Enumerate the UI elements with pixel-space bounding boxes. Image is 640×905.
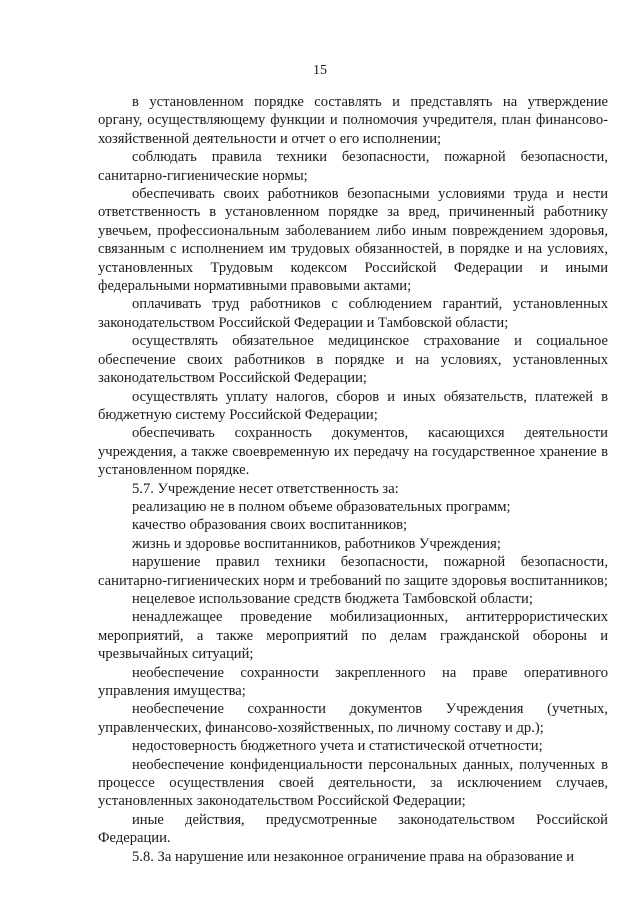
paragraph: в установленном порядке составлять и представлять на утверждение органу, осуществляющему функции и полномочия учредителя, план финансово-хозяйственной деятельности и отчет о его исполнении; — [98, 94, 608, 147]
paragraph: необеспечение конфиденциальности персональных данных, полученных в процессе осуществления своей деятельности, за исключением случаев, установленных законодательством Российской Федерации; — [98, 756, 608, 810]
document-body — [98, 93, 608, 866]
paragraph: осуществлять обязательное медицинское страхование и социальное обеспечение своих работников в порядке и на условиях, установленных законодательством Российской Федерации; — [98, 333, 608, 387]
paragraph: необеспечение сохранности документов Учреждения (учетных, управленческих, финансово-хозяйственных, по личному составу и др.); — [98, 701, 608, 736]
paragraph: необеспечение сохранности закрепленного на праве оперативного управления имущества; — [98, 664, 608, 699]
paragraph: обеспечивать своих работников безопасными условиями труда и нести ответственность в установленном порядке за вред, причиненный работнику увечьем, профессиональным заболеванием либо иным повреждением здоровья, связанным с исполнением им трудовых обязанностей, в порядке и на условиях, установленных Трудовым кодексом Российской Федерации и иными федеральными нормативными правовыми актами; — [98, 186, 608, 295]
paragraph: иные действия, предусмотренные законодательством Российской Федерации. — [98, 811, 608, 847]
paragraph: соблюдать правила техники безопасности, пожарной безопасности, санитарно-гигиенические нормы; — [98, 149, 608, 184]
paragraph: оплачивать труд работников с соблюдением гарантий, установленных законодательством Российской Федерации и Тамбовской области; — [98, 296, 608, 331]
paragraph: осуществлять уплату налогов, сборов и иных обязательств, платежей в бюджетную систему Российской Федерации; — [98, 388, 608, 423]
paragraph: жизнь и здоровье воспитанников, работников Учреждения; — [132, 535, 501, 552]
section-heading: 5.7. Учреждение несет ответственность за: — [132, 480, 399, 497]
paragraph: ненадлежащее проведение мобилизационных, антитеррористических мероприятий, а также мероприятий по делам гражданской обороны и чрезвычайных ситуаций; — [98, 609, 608, 663]
paragraph: реализацию не в полном объеме образовательных программ; — [132, 498, 511, 515]
paragraph: обеспечивать сохранность документов, касающихся деятельности учреждения, а также своевременную их передачу на государственное хранение в установленном порядке. — [98, 425, 608, 479]
paragraph: нарушение правил техники безопасности, пожарной безопасности, санитарно-гигиенических норм и требований по защите здоровья воспитанников; — [98, 554, 608, 589]
section-heading: 5.8. За нарушение или незаконное ограничение права на образование и — [132, 848, 575, 865]
paragraph: нецелевое использование средств бюджета Тамбовской области; — [132, 590, 533, 607]
paragraph: качество образования своих воспитанников; — [132, 517, 408, 534]
page-number: 15 — [313, 63, 327, 78]
paragraph: недостоверность бюджетного учета и статистической отчетности; — [132, 738, 543, 755]
